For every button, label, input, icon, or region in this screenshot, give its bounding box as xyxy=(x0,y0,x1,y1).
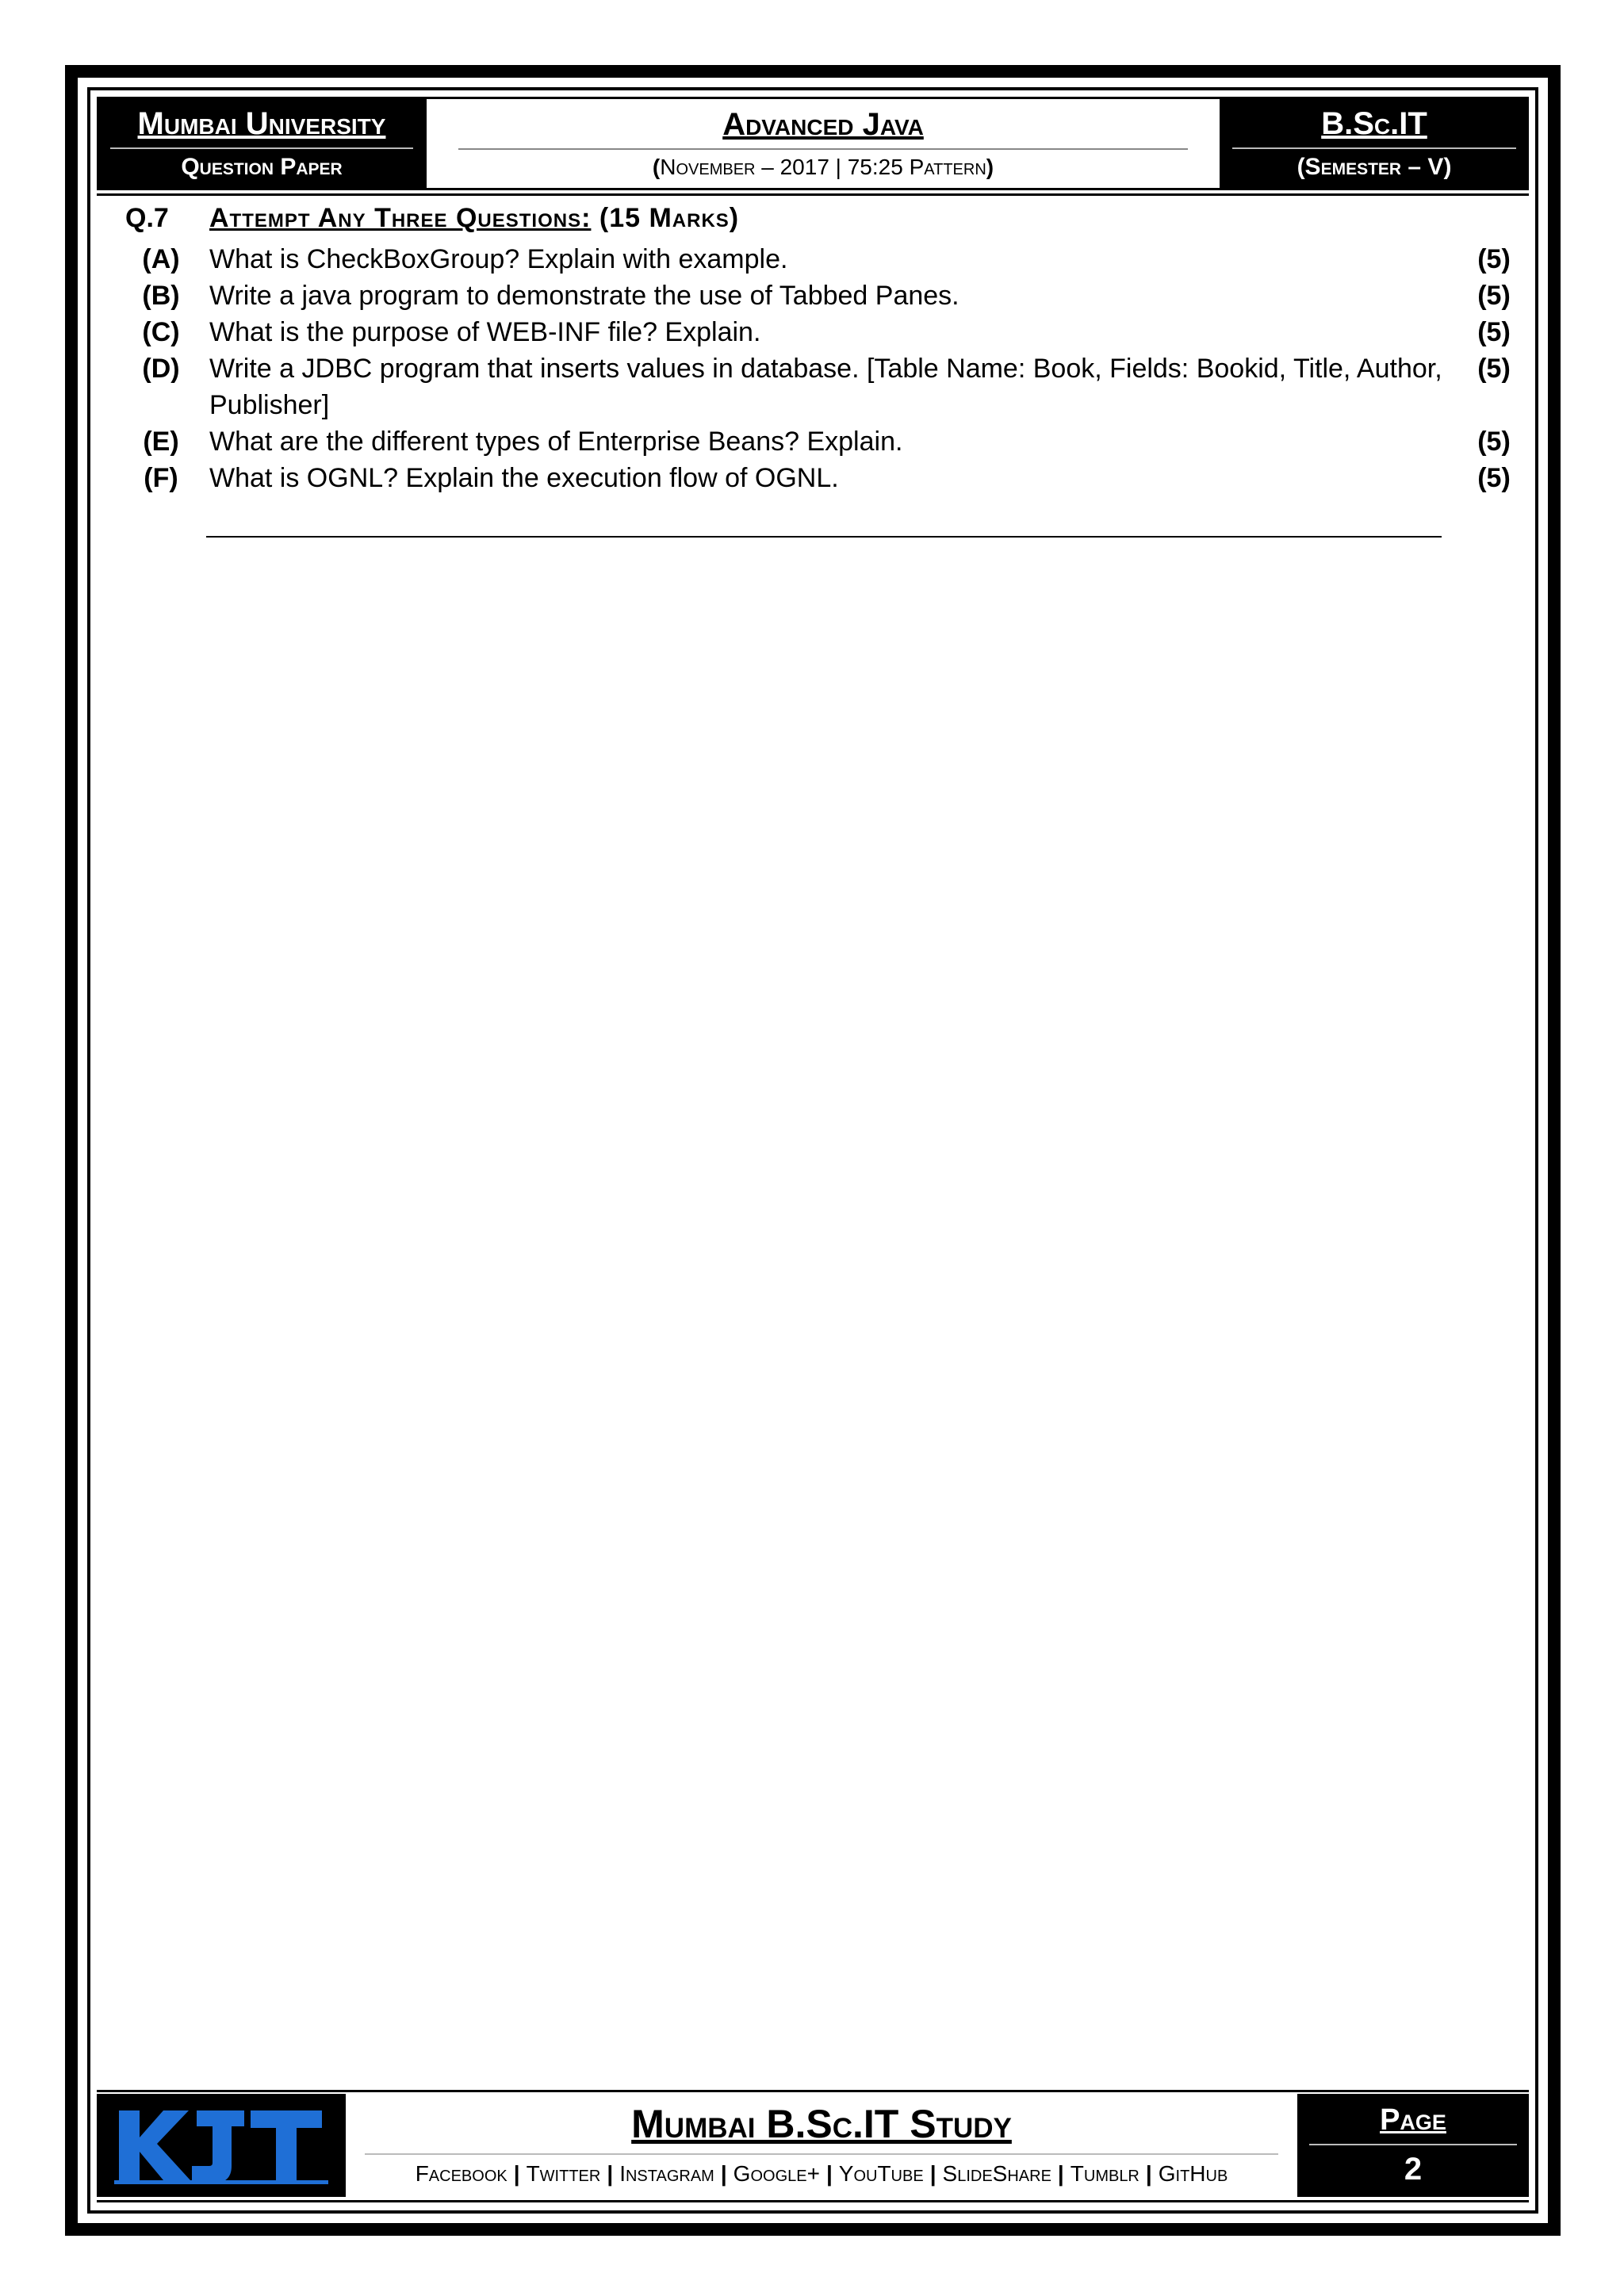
kjt-logo xyxy=(97,2094,346,2197)
link-github[interactable]: GitHub xyxy=(1158,2161,1228,2186)
footer-bottom-rule xyxy=(97,2200,1529,2202)
subject-title: Advanced Java xyxy=(458,109,1188,150)
item-marks: (5) xyxy=(1477,354,1511,384)
item-label: (E) xyxy=(143,427,179,457)
item-text: Write a JDBC program that inserts values in database. [Table Name: Book, Fields: Bookid, Title, Author, xyxy=(209,354,1442,384)
header xyxy=(97,97,1529,190)
link-separator: | xyxy=(1057,2161,1064,2186)
item-marks: (5) xyxy=(1477,244,1511,274)
link-facebook[interactable]: Facebook xyxy=(415,2161,508,2186)
footer-middle xyxy=(346,2094,1297,2197)
item-text: What is the purpose of WEB-INF file? Explain. xyxy=(209,317,761,347)
link-separator: | xyxy=(1145,2161,1152,2186)
header-middle xyxy=(427,97,1220,190)
exam-session-open: ( xyxy=(652,155,661,179)
link-instagram[interactable]: Instagram xyxy=(619,2161,714,2186)
header-right xyxy=(1220,97,1529,190)
question-instruction: Attempt Any Three Questions: xyxy=(209,202,592,233)
item-label: (F) xyxy=(144,463,178,493)
item-label: (B) xyxy=(142,281,180,311)
link-tumblr[interactable]: Tumblr xyxy=(1070,2161,1139,2186)
semester: (Semester – V) xyxy=(1297,154,1452,180)
item-label: (A) xyxy=(142,244,180,274)
link-youtube[interactable]: YouTube xyxy=(838,2161,924,2186)
item-marks: (5) xyxy=(1477,317,1511,347)
link-googleplus[interactable]: Google+ xyxy=(733,2161,820,2186)
item-marks: (5) xyxy=(1477,427,1511,457)
link-separator: | xyxy=(720,2161,727,2186)
link-twitter[interactable]: Twitter xyxy=(526,2161,601,2186)
social-links xyxy=(416,2161,1228,2187)
exam-session-close: ) xyxy=(986,155,994,179)
header-left xyxy=(97,97,427,190)
item-label: (D) xyxy=(142,354,180,384)
item-text: What is CheckBoxGroup? Explain with example. xyxy=(209,244,788,274)
page-indicator xyxy=(1297,2094,1529,2197)
end-of-questions-rule xyxy=(206,536,1442,538)
question-title xyxy=(209,203,739,234)
item-marks: (5) xyxy=(1477,281,1511,311)
item-text: What is OGNL? Explain the execution flow of OGNL. xyxy=(209,463,839,493)
footer-top-rule xyxy=(97,2090,1529,2092)
item-text-continued: Publisher] xyxy=(209,390,330,420)
question-total-marks: (15 Marks) xyxy=(599,202,740,233)
exam-session-text: November – 2017 | 75:25 Pattern xyxy=(660,155,986,179)
page-label: Page xyxy=(1309,2103,1518,2145)
header-rule xyxy=(97,193,1529,196)
site-title: Mumbai B.Sc.IT Study xyxy=(365,2104,1278,2155)
item-marks: (5) xyxy=(1477,463,1511,493)
link-separator: | xyxy=(929,2161,936,2186)
kjt-logo-icon xyxy=(114,2104,328,2187)
link-separator: | xyxy=(607,2161,614,2186)
item-text: What are the different types of Enterprise Beans? Explain. xyxy=(209,427,903,457)
course-name: B.Sc.IT xyxy=(1232,108,1517,149)
link-separator: | xyxy=(513,2161,520,2186)
question-number: Q.7 xyxy=(125,202,169,233)
university-name: Mumbai University xyxy=(110,108,414,149)
exam-session xyxy=(653,156,994,178)
paper-type: Question Paper xyxy=(181,154,343,180)
footer xyxy=(97,2094,1529,2197)
item-label: (C) xyxy=(142,317,180,347)
page-number: 2 xyxy=(1404,2152,1423,2187)
link-separator: | xyxy=(825,2161,833,2186)
item-text: Write a java program to demonstrate the use of Tabbed Panes. xyxy=(209,281,959,311)
link-slideshare[interactable]: SlideShare xyxy=(942,2161,1051,2186)
